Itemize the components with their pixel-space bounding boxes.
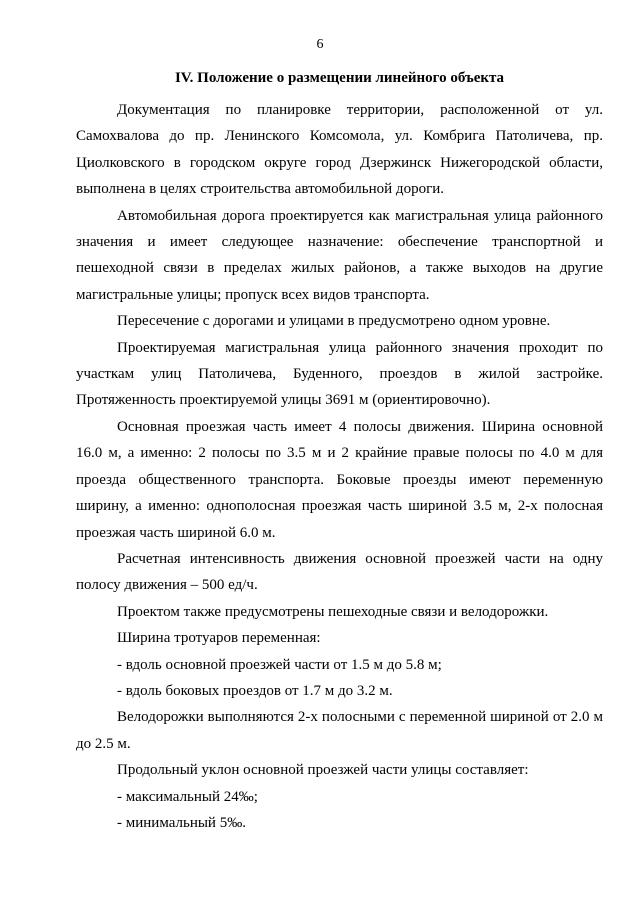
list-item-side-roads: - вдоль боковых проездов от 1.7 м до 3.2 м. <box>117 682 393 699</box>
document-body <box>76 97 603 836</box>
paragraph-traffic-intensity: Расчетная интенсивность движения основной проезжей части на одну полосу движения – 500 ед/ч. <box>76 550 603 594</box>
list-item-max-slope: - максимальный 24‰; <box>117 788 258 805</box>
section-heading: IV. Положение о размещении линейного объекта <box>174 70 505 86</box>
page-number: 6 <box>316 37 324 52</box>
list-item-main-carriageway: - вдоль основной проезжей части от 1.5 м до 5.8 м; <box>117 656 442 673</box>
paragraph-documentation-scope: Документация по планировке территории, расположенной от ул. Самохвалова до пр. Ленинского Комсомола, ул. Комбрига Патоличева, пр. Циолковского в городском округе город Дзержинск Нижегородской области, выполнена в целях строительства автомобильной дороги. <box>76 102 603 198</box>
list-item-min-slope: - минимальный 5‰. <box>117 814 246 831</box>
paragraph-route-length: Проектируемая магистральная улица районного значения проходит по участкам улиц Патоличева, Буденного, проездов в жилой застройке. Протяженность проектируемой улицы 3691 м (ориентировочно). <box>76 339 603 409</box>
paragraph-sidewalk-width: Ширина тротуаров переменная: <box>117 630 321 647</box>
paragraph-pedestrian-bike: Проектом также предусмотрены пешеходные связи и велодорожки. <box>117 603 549 620</box>
paragraph-road-purpose: Автомобильная дорога проектируется как магистральная улица районного значения и имеет следующее назначение: обеспечение транспортной и пешеходной связи в пределах жилых районов, а также выходов на другие магистральные улицы; пропуск всех видов транспорта. <box>76 207 603 303</box>
paragraph-longitudinal-slope: Продольный уклон основной проезжей части улицы составляет: <box>117 762 529 779</box>
paragraph-bike-lanes: Велодорожки выполняются 2-х полосными с переменной шириной от 2.0 м до 2.5 м. <box>76 709 603 752</box>
paragraph-intersections: Пересечение с дорогами и улицами в предусмотрено одном уровне. <box>117 313 551 330</box>
paragraph-carriageway-lanes: Основная проезжая часть имеет 4 полосы движения. Ширина основной 16.0 м, а именно: 2 полосы по 3.5 м и 2 крайние правые полосы по 4.0 м для проезда общественного транспорта. Боковые проезды имеют переменную ширину, а именно: однополосная проезжая часть шириной 3.5 м, 2-х полосная проезжая часть шириной 6.0 м. <box>76 418 603 541</box>
